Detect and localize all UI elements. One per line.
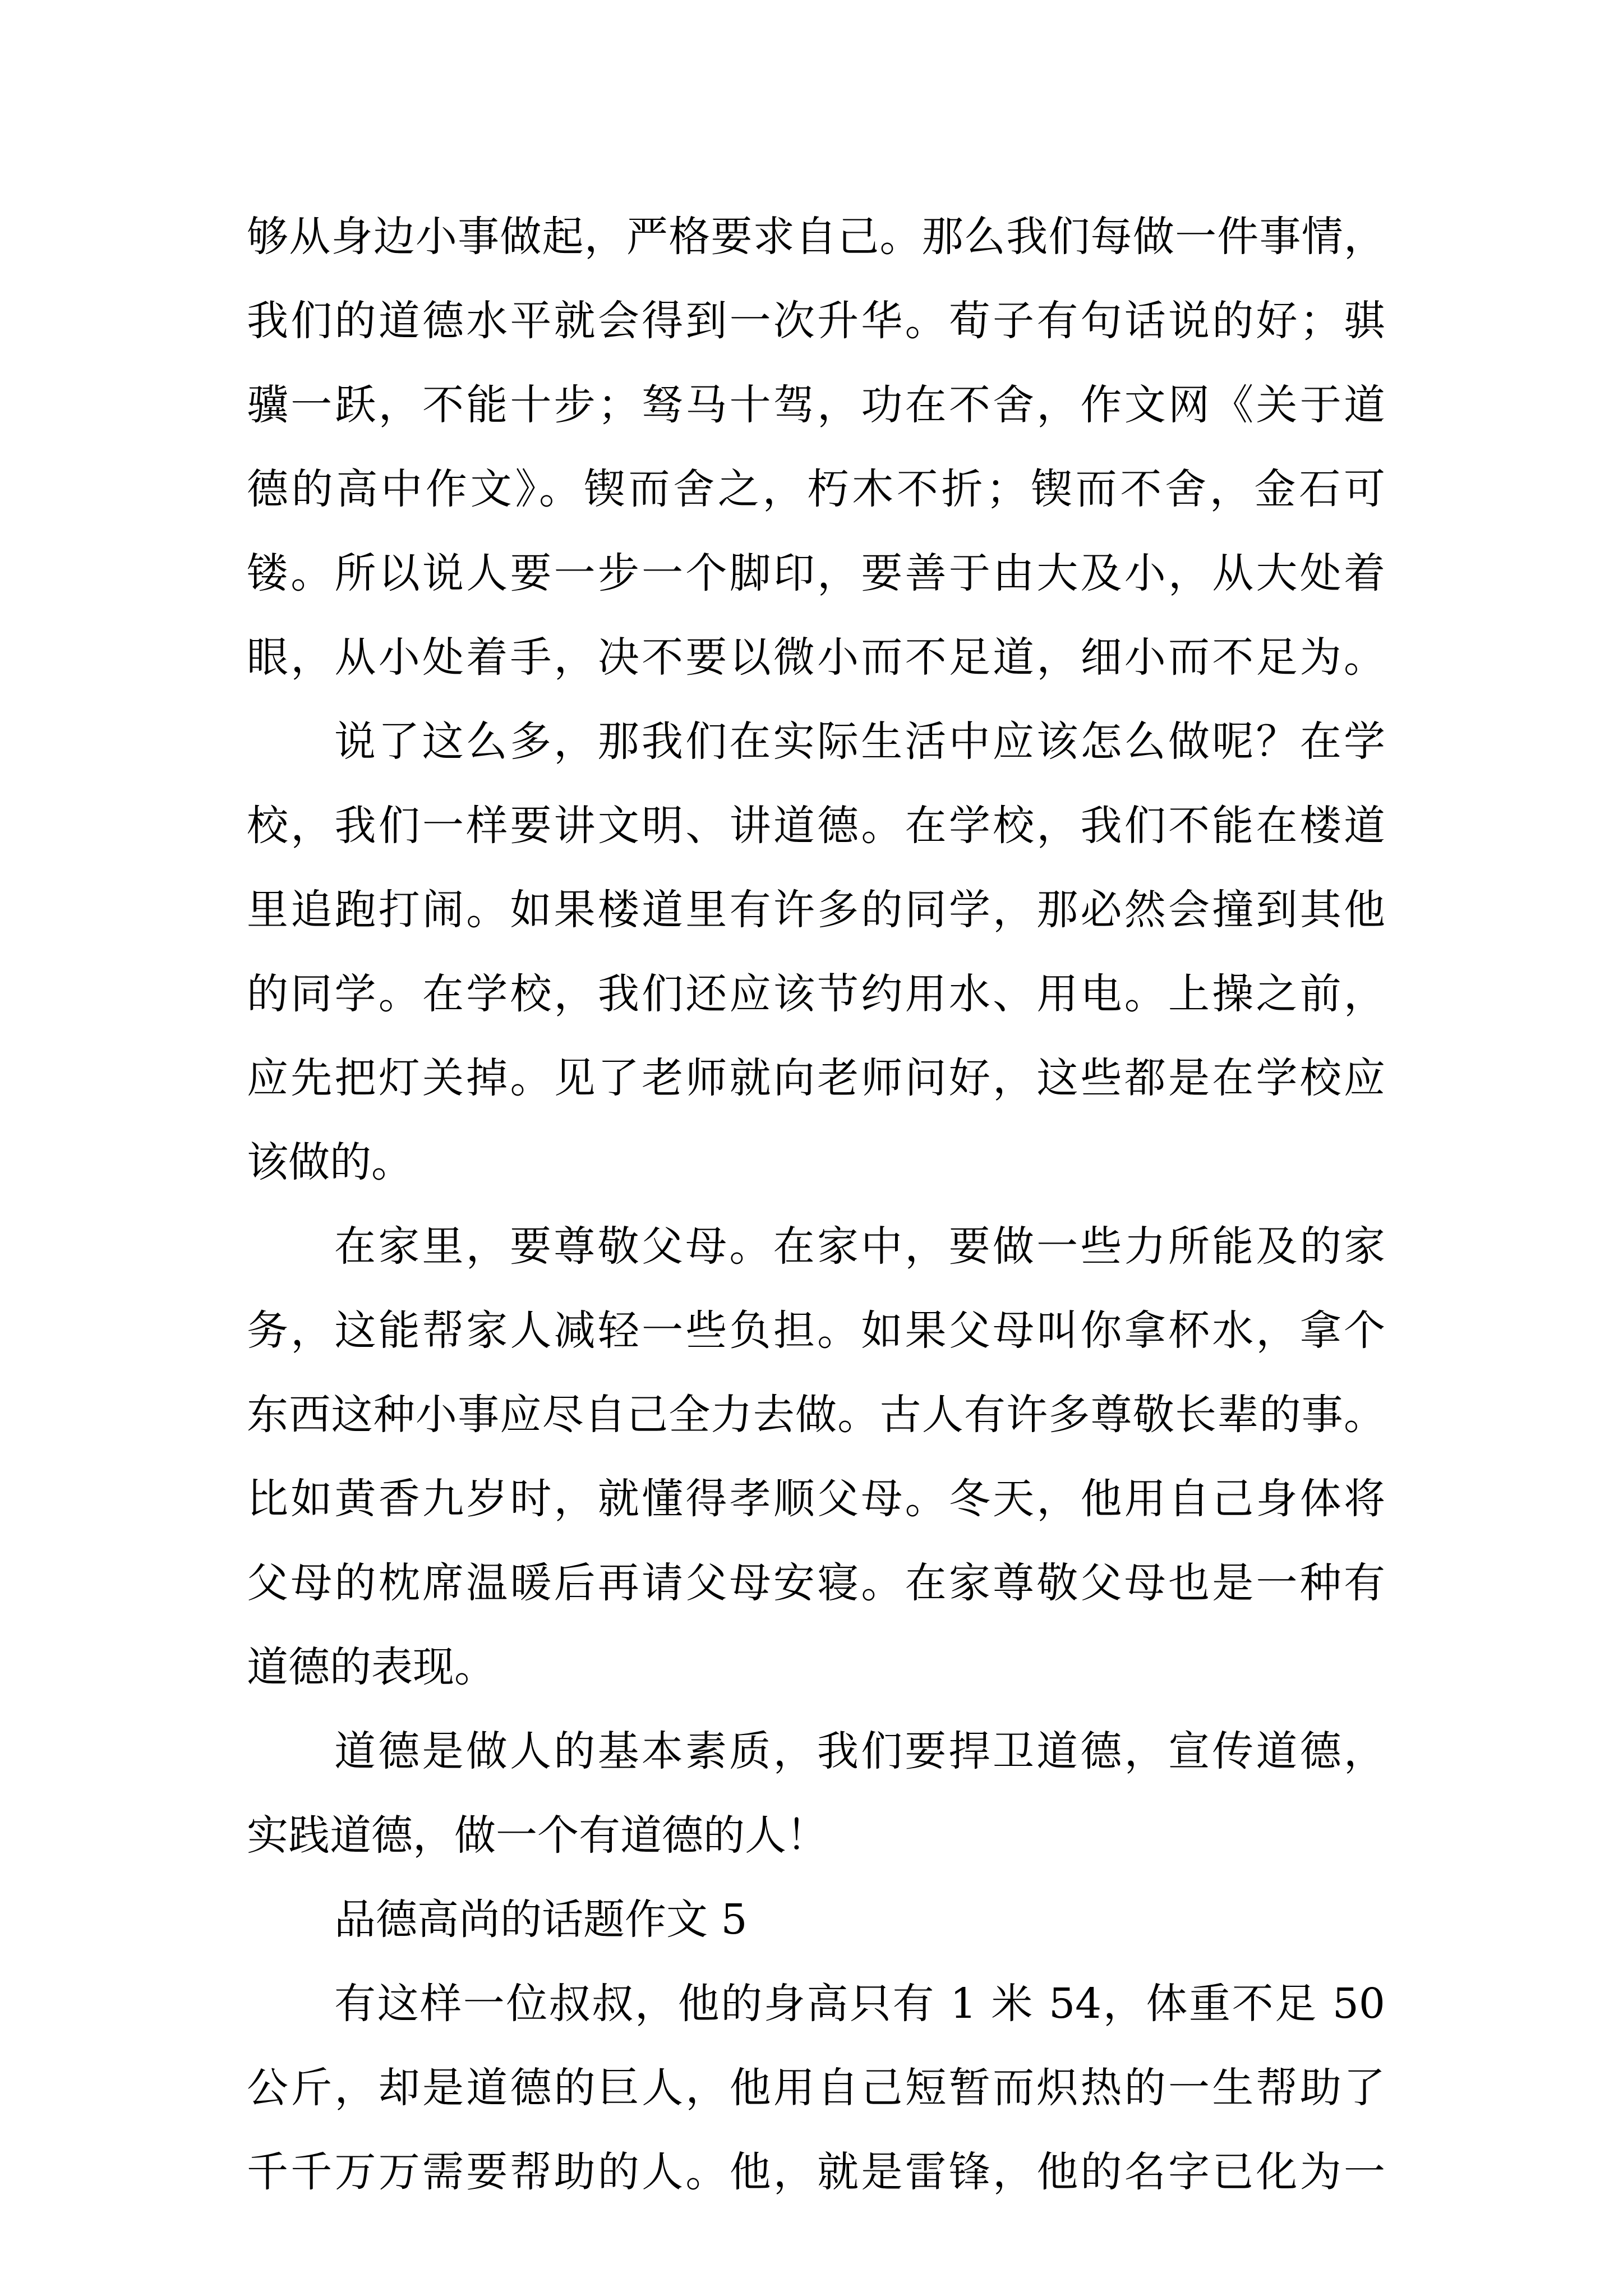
text-line: 父母的枕席温暖后再请父母安寝。在家尊敬父母也是一种有 xyxy=(247,1559,1385,1607)
text-line: 的同学。在学校，我们还应该节约用水、用电。上操之前， xyxy=(247,970,1385,1018)
text-line: 务，这能帮家人减轻一些负担。如果父母叫你拿杯水，拿个 xyxy=(247,1306,1385,1355)
paragraph-first-line: 道德是做人的基本素质，我们要捍卫道德，宣传道德， xyxy=(334,1727,1385,1775)
text-line: 我们的道德水平就会得到一次升华。荀子有句话说的好；骐 xyxy=(247,297,1385,345)
text-line: 比如黄香九岁时，就懂得孝顺父母。冬天，他用自己身体将 xyxy=(247,1475,1385,1523)
text-line: 够从身边小事做起，严格要求自己。那么我们每做一件事情， xyxy=(247,213,1385,261)
paragraph-first-line: 在家里，要尊敬父母。在家中，要做一些力所能及的家 xyxy=(334,1222,1385,1271)
text-line: 千千万万需要帮助的人。他，就是雷锋，他的名字已化为一 xyxy=(247,2148,1385,2196)
text-line: 道德的表现。 xyxy=(247,1643,496,1691)
text-line: 东西这种小事应尽自己全力去做。古人有许多尊敬长辈的事。 xyxy=(247,1391,1385,1439)
paragraph-first-line: 说了这么多，那我们在实际生活中应该怎么做呢？在学 xyxy=(334,717,1385,766)
text-line: 实践道德，做一个有道德的人！ xyxy=(247,1811,828,1860)
text-line: 骥一跃，不能十步；驽马十驾，功在不舍，作文网《关于道 xyxy=(247,381,1385,429)
text-line: 德的高中作文》。锲而舍之，朽木不折；锲而不舍，金石可 xyxy=(247,465,1385,513)
text-line: 校，我们一样要讲文明、讲道德。在学校，我们不能在楼道 xyxy=(247,802,1385,850)
text-line: 应先把灯关掉。见了老师就向老师问好，这些都是在学校应 xyxy=(247,1054,1385,1102)
text-line: 镂。所以说人要一步一个脚印，要善于由大及小，从大处着 xyxy=(247,549,1385,597)
paragraph-first-line: 有这样一位叔叔，他的身高只有 1 米 54，体重不足 50 xyxy=(334,1980,1385,2028)
text-line: 里追跑打闹。如果楼道里有许多的同学，那必然会撞到其他 xyxy=(247,886,1385,934)
text-line: 公斤，却是道德的巨人，他用自己短暂而炽热的一生帮助了 xyxy=(247,2064,1385,2112)
text-line: 该做的。 xyxy=(247,1138,413,1186)
text-line: 眼，从小处着手，决不要以微小而不足道，细小而不足为。 xyxy=(247,633,1385,682)
section-heading: 品德高尚的话题作文 5 xyxy=(334,1895,748,1944)
